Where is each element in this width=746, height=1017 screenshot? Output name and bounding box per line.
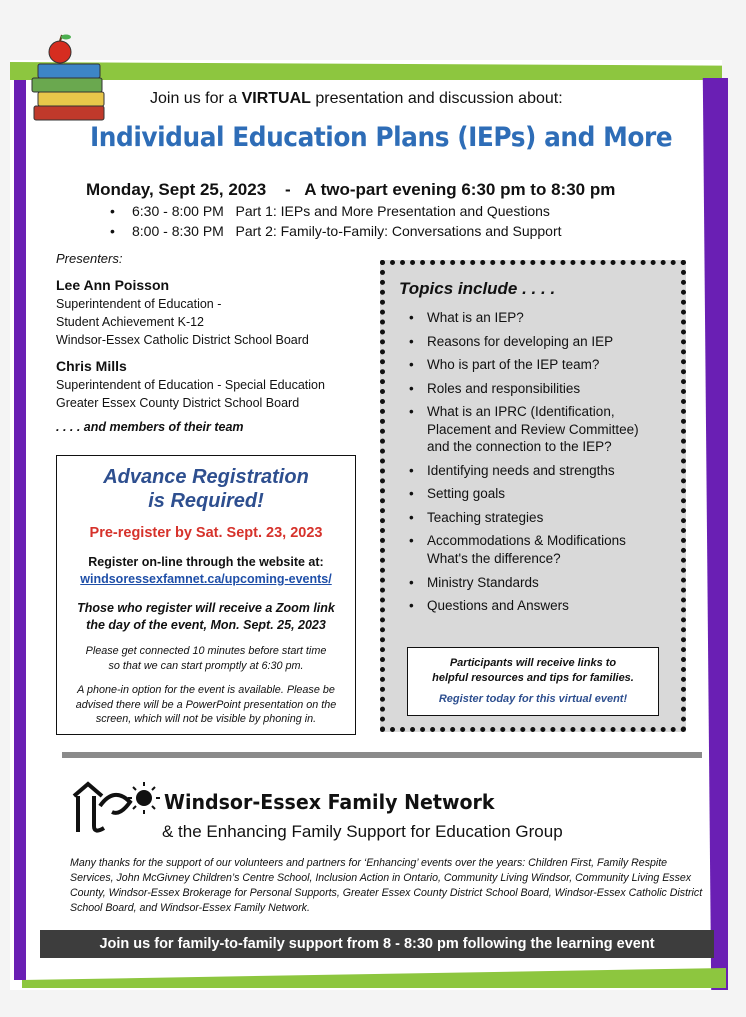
connect-early-note: Please get connected 10 minutes before start time so that we can start promptly at 6:30 pm.: [85, 644, 327, 672]
topic-item: • Reasons for developing an IEP: [385, 333, 681, 351]
intro-virtual: VIRTUAL: [241, 90, 311, 107]
presenters-label: Presenters:: [56, 251, 123, 266]
registration-title: Advance Registration is Required!: [103, 466, 309, 512]
presenter-board: Greater Essex County District School Board: [56, 395, 300, 410]
register-cta: Register today for this virtual event!: [438, 692, 628, 705]
purple-left-band: [14, 80, 26, 980]
intro-line: [150, 90, 563, 108]
intro-pre: Join us for a: [150, 90, 242, 107]
phone-in-note: A phone-in option for the event is available. Please be advised there will be a PowerPoint presentation on the screen, which will not be visible by phoning in.: [75, 684, 337, 726]
schedule-item: • 8:00 - 8:30 PM Part 2: Family-to-Family: Conversations and Support: [110, 223, 562, 239]
family-network-logo-icon: [70, 776, 166, 840]
date-line: Monday, Sept 25, 2023 - A two-part evening 6:30 pm to 8:30 pm: [86, 180, 616, 199]
topic-item: • What is an IEP?: [385, 309, 681, 327]
presenter-name: Lee Ann Poisson: [56, 276, 170, 293]
network-subtitle: & the Enhancing Family Support for Education Group: [162, 822, 563, 841]
topic-item: • Identifying needs and strengths: [385, 462, 681, 480]
topic-item: • Questions and Answers: [385, 597, 681, 615]
topic-item: • Accommodations & Modifications What's the difference?: [385, 532, 681, 567]
topics-heading: Topics include . . . .: [399, 279, 556, 298]
topic-item: • Roles and responsibilities: [385, 380, 681, 398]
intro-post: presentation and discussion about:: [310, 90, 563, 107]
main-title: Individual Education Plans (IEPs) and More: [90, 122, 673, 153]
topic-item: • Teaching strategies: [385, 509, 681, 527]
topic-item: • Setting goals: [385, 485, 681, 503]
schedule-item: • 6:30 - 8:00 PM Part 1: IEPs and More Presentation and Questions: [110, 203, 562, 219]
topic-item: • What is an IPRC (Identification, Placement and Review Committee) and the connection to the IEP?: [385, 403, 681, 456]
network-name: Windsor-Essex Family Network: [164, 790, 495, 814]
registration-box: [56, 455, 356, 735]
presenter-name: Chris Mills: [56, 357, 127, 374]
presenters-section: [56, 250, 356, 436]
preregister-deadline: Pre-register by Sat. Sept. 23, 2023: [89, 525, 323, 542]
presenter-role: Superintendent of Education - Special Education: [56, 377, 325, 392]
thanks-paragraph: Many thanks for the support of our volunteers and partners for ‘Enhancing’ events over the years: Children First, Family Respite Services, John McGivney Children’s Centre School, Inclusion Action in Ontario, Community Living Windsor, Community Living Essex County, Windsor-Essex Brokerage for Personal Supports, Greater Essex County District School Board, Windsor-Essex Catholic District School Board, and Windsor-Essex Family Network.: [70, 857, 703, 915]
registration-link[interactable]: windsoressexfamnet.ca/upcoming-events/: [80, 572, 332, 587]
book-stack-apple-icon: [24, 32, 120, 128]
register-online-text: Register on-line through the website at:: [88, 555, 324, 570]
topics-list: [385, 309, 681, 615]
schedule-list: [110, 203, 562, 243]
participants-note: Participants will receive links to helpful resources and tips for families. Register today for this virtual event!: [407, 647, 659, 716]
presenters-team: . . . . and members of their team: [56, 420, 244, 435]
zoom-link-note: Those who register will receive a Zoom link the day of the event, Mon. Sept. 25, 2023: [77, 601, 335, 633]
presenter-board: Windsor-Essex Catholic District School Board: [56, 333, 309, 348]
topics-box: [380, 260, 686, 732]
topic-item: • Ministry Standards: [385, 574, 681, 592]
presenter-role: Student Achievement K-12: [56, 315, 205, 330]
divider: [62, 752, 702, 758]
topic-item: • Who is part of the IEP team?: [385, 356, 681, 374]
bottom-banner: Join us for family-to-family support from 8 - 8:30 pm following the learning event: [40, 930, 714, 958]
presenter-role: Superintendent of Education -: [56, 297, 222, 312]
